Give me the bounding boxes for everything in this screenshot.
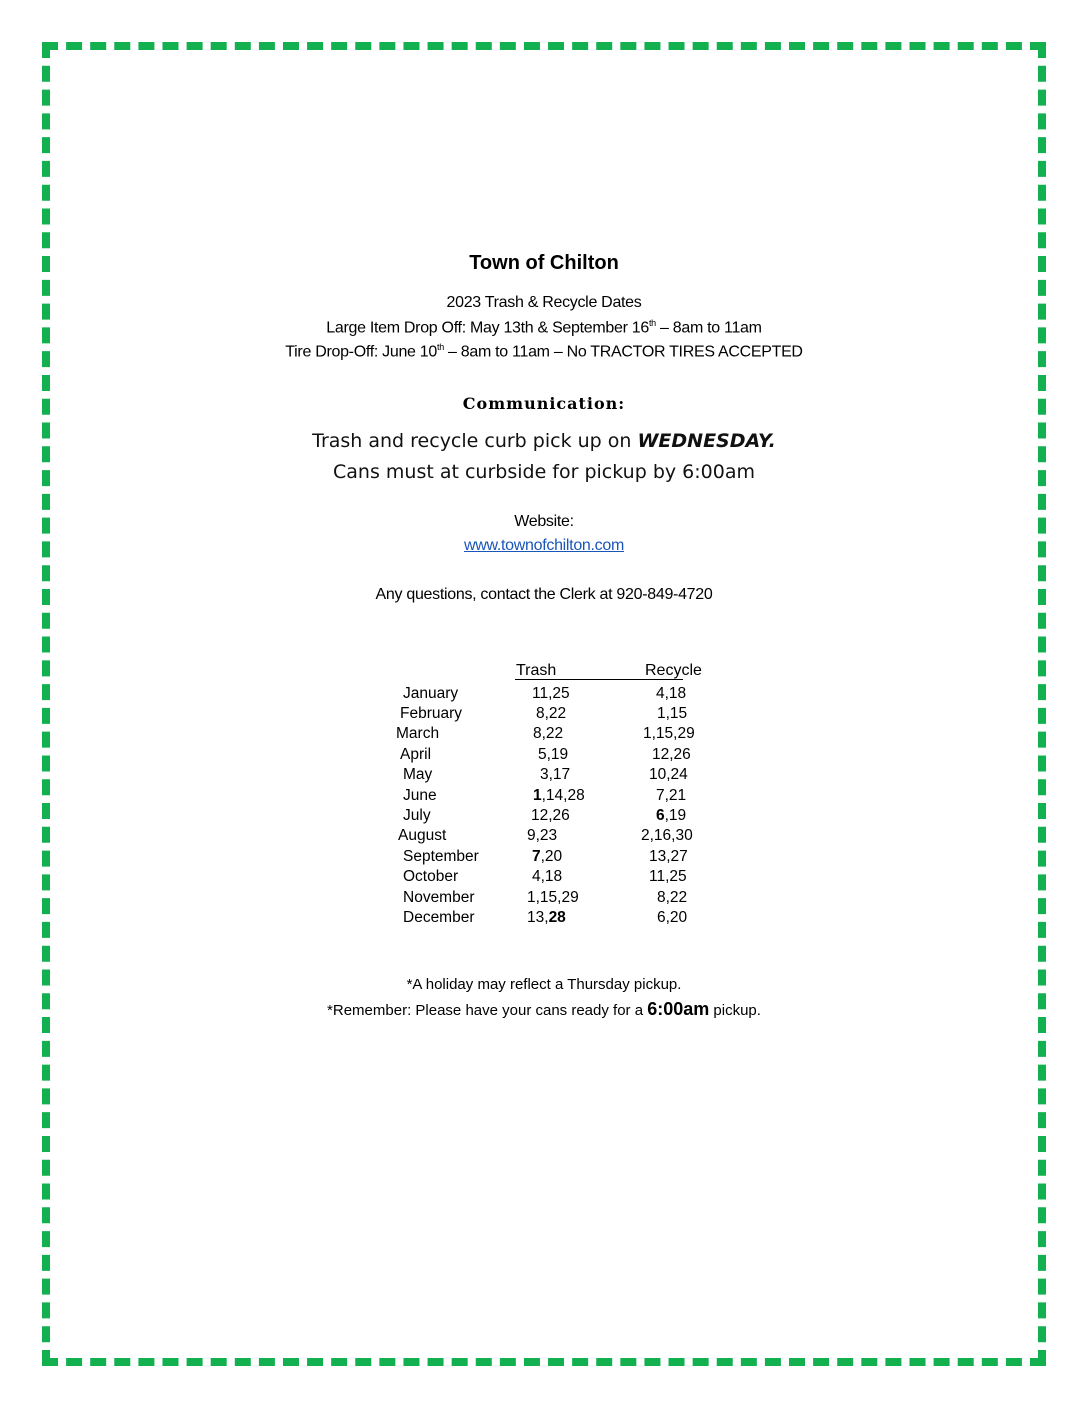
month-november: November bbox=[403, 889, 475, 906]
trash-april: 5,19 bbox=[538, 746, 569, 763]
page-title: Town of Chilton bbox=[469, 252, 619, 274]
trash-september bbox=[532, 848, 562, 866]
recycle-october: 11,25 bbox=[649, 868, 687, 885]
recycle-july-rest: ,19 bbox=[664, 807, 687, 824]
trash-july: 12,26 bbox=[531, 807, 570, 824]
trash-december-rest: 13, bbox=[527, 909, 549, 926]
recycle-february: 1,15 bbox=[657, 705, 688, 722]
trash-october: 4,18 bbox=[532, 868, 563, 885]
trash-february: 8,22 bbox=[536, 705, 567, 722]
tire-time: – 8am to 11am – No TRACTOR TIRES ACCEPTED bbox=[443, 343, 803, 361]
recycle-january: 4,18 bbox=[656, 685, 687, 702]
subtitle: 2023 Trash & Recycle Dates bbox=[446, 294, 642, 311]
tire-ordinal: th bbox=[437, 342, 444, 352]
recycle-december: 6,20 bbox=[657, 909, 688, 926]
month-march: March bbox=[396, 725, 440, 742]
dashed-page-border bbox=[42, 42, 1046, 1366]
tire-drop-off bbox=[0, 342, 1088, 361]
remember-note bbox=[0, 999, 1088, 1020]
pickup-day-text: Trash and recycle curb pick up on bbox=[312, 430, 638, 452]
month-january: January bbox=[403, 685, 459, 702]
header-underline bbox=[515, 679, 683, 680]
tire-text: Tire Drop-Off: June 10 bbox=[285, 343, 437, 361]
large-item-text: Large Item Drop Off: May 13th & September 16 bbox=[326, 319, 649, 337]
trash-june-bold: 1 bbox=[533, 787, 542, 804]
trash-june bbox=[533, 787, 585, 805]
recycle-june: 7,21 bbox=[656, 787, 687, 804]
trash-september-rest: ,20 bbox=[540, 848, 563, 865]
large-item-drop-off bbox=[0, 318, 1088, 337]
clerk-contact: Any questions, contact the Clerk at 920-849-4720 bbox=[375, 586, 713, 603]
recycle-august: 2,16,30 bbox=[641, 827, 693, 844]
recycle-july bbox=[656, 807, 686, 825]
trash-may: 3,17 bbox=[540, 766, 571, 783]
website-line bbox=[0, 537, 1088, 555]
website-label: Website: bbox=[514, 513, 574, 530]
month-april: April bbox=[400, 746, 432, 763]
month-december: December bbox=[403, 909, 475, 926]
remember-suffix: pickup. bbox=[709, 1002, 761, 1019]
recycle-july-bold: 6 bbox=[656, 807, 665, 824]
communication-heading: Communication: bbox=[462, 394, 626, 413]
pickup-day-line bbox=[0, 430, 1088, 452]
month-july: July bbox=[403, 807, 431, 824]
curbside-time-line: Cans must at curbside for pickup by 6:00am bbox=[333, 461, 755, 483]
month-august: August bbox=[398, 827, 447, 844]
recycle-september: 13,27 bbox=[649, 848, 688, 865]
recycle-november: 8,22 bbox=[657, 889, 688, 906]
column-header-trash: Trash bbox=[516, 662, 557, 679]
trash-august: 9,23 bbox=[527, 827, 558, 844]
recycle-march: 1,15,29 bbox=[643, 725, 695, 742]
trash-november: 1,15,29 bbox=[527, 889, 579, 906]
trash-january: 11,25 bbox=[532, 685, 570, 702]
month-september: September bbox=[403, 848, 479, 865]
month-february: February bbox=[400, 705, 463, 722]
month-june: June bbox=[403, 787, 437, 804]
month-may: May bbox=[403, 766, 433, 783]
remember-text: *Remember: Please have your cans ready for a bbox=[327, 1002, 648, 1019]
trash-december bbox=[527, 909, 566, 927]
trash-march: 8,22 bbox=[533, 725, 564, 742]
recycle-may: 10,24 bbox=[649, 766, 688, 783]
trash-june-rest: ,14,28 bbox=[541, 787, 585, 804]
column-header-recycle: Recycle bbox=[645, 662, 702, 679]
trash-september-bold: 7 bbox=[532, 848, 541, 865]
holiday-note: *A holiday may reflect a Thursday pickup. bbox=[406, 976, 682, 993]
month-october: October bbox=[403, 868, 459, 885]
pickup-day: WEDNESDAY. bbox=[637, 430, 776, 452]
website-link[interactable]: www.townofchilton.com bbox=[464, 537, 624, 554]
trash-december-bold: 28 bbox=[548, 909, 566, 926]
large-item-ordinal: th bbox=[648, 318, 656, 328]
large-item-time: – 8am to 11am bbox=[655, 319, 762, 337]
recycle-april: 12,26 bbox=[652, 746, 691, 763]
remember-time: 6:00am bbox=[647, 999, 710, 1019]
